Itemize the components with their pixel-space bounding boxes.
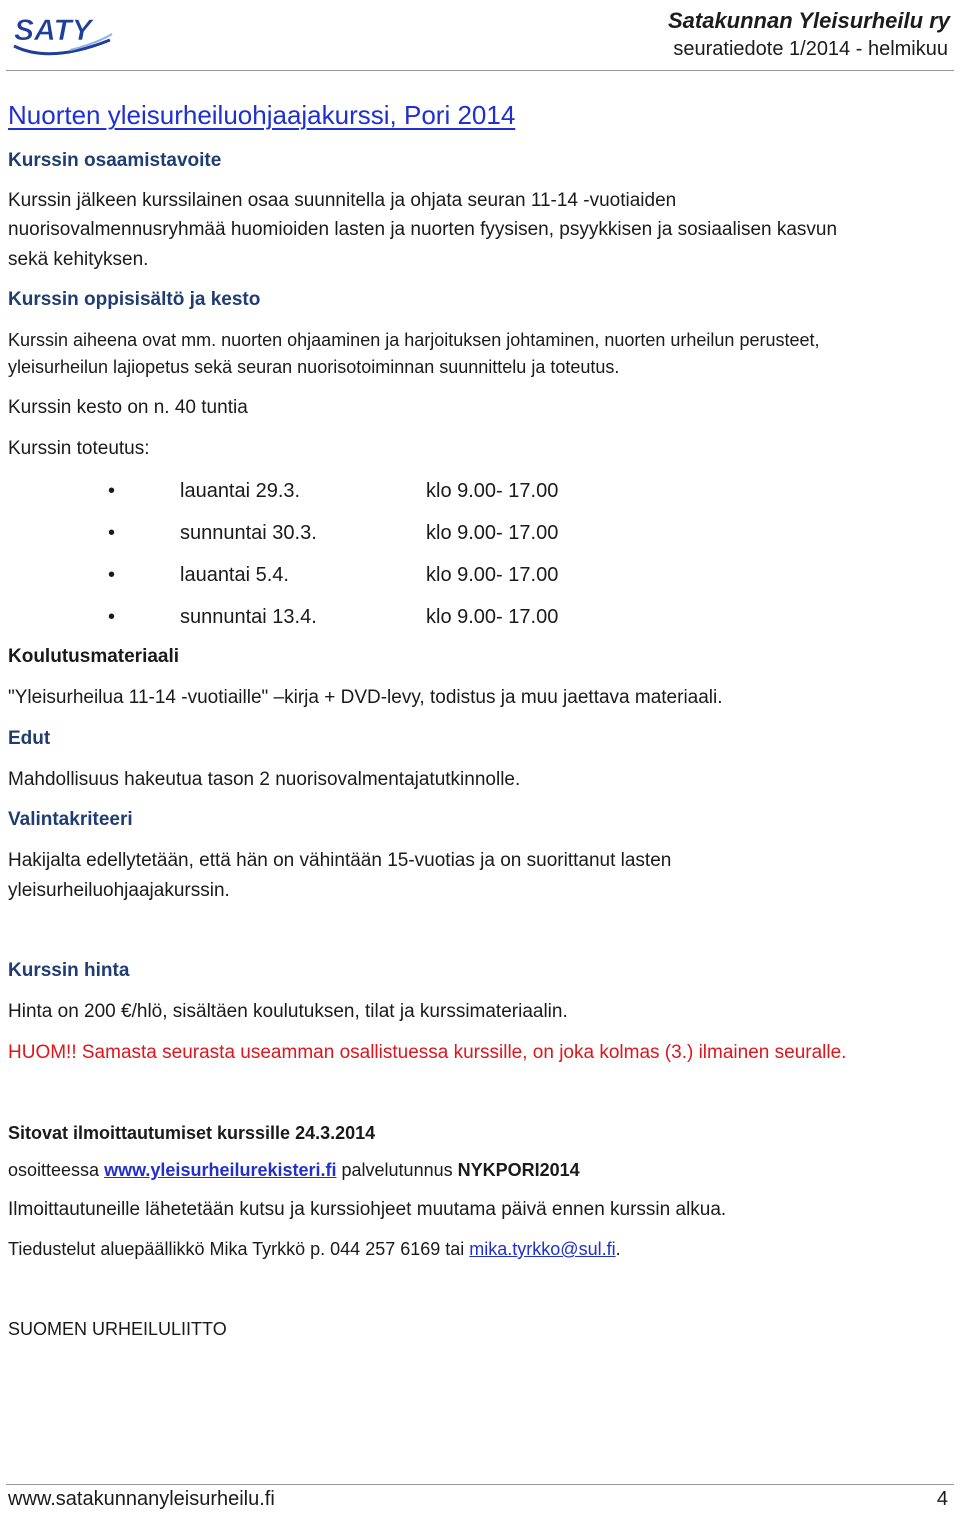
duration-text: Kurssin kesto on n. 40 tuntia bbox=[8, 397, 248, 418]
schedule-day: sunnuntai 13.4. bbox=[180, 606, 317, 628]
contact-email-link[interactable]: mika.tyrkko@sul.fi bbox=[469, 1239, 616, 1259]
footer-url: www.satakunnanyleisurheilu.fi bbox=[8, 1488, 275, 1510]
organization-name: Satakunnan Yleisurheilu ry bbox=[667, 8, 950, 33]
logo-text: SATY bbox=[14, 14, 92, 47]
bullet-icon: • bbox=[108, 522, 116, 544]
content-line: Kurssin aiheena ovat mm. nuorten ohjaaminen ja harjoituksen johtaminen, nuorten urheilun perusteet, bbox=[8, 330, 820, 350]
bullet-icon: • bbox=[108, 480, 116, 502]
page-title: Nuorten yleisurheiluohjaajakurssi, Pori 2014 bbox=[8, 100, 516, 130]
footer-divider bbox=[6, 1484, 954, 1485]
benefits-heading: Edut bbox=[8, 728, 51, 749]
registration-deadline: Sitovat ilmoittautumiset kurssille 24.3.2014 bbox=[8, 1123, 376, 1143]
schedule-time: klo 9.00- 17.00 bbox=[426, 522, 559, 544]
goal-line: nuorisovalmennusryhmää huomioiden lasten ja nuorten fyysisen, psyykkisen ja sosiaalisen kasvun bbox=[8, 219, 838, 240]
content-line: yleisurheilun lajiopetus sekä seuran nuorisotoiminnan suunnittelu ja toteutus. bbox=[8, 357, 620, 377]
bullet-icon: • bbox=[108, 606, 116, 628]
schedule-label: Kurssin toteutus: bbox=[8, 438, 150, 459]
schedule-time: klo 9.00- 17.00 bbox=[426, 606, 559, 628]
benefits-text: Mahdollisuus hakeutua tason 2 nuorisovalmentajatutkinnolle. bbox=[8, 769, 521, 790]
criteria-heading: Valintakriteeri bbox=[8, 809, 133, 830]
service-code: NYKPORI2014 bbox=[457, 1160, 580, 1180]
goal-heading: Kurssin osaamistavoite bbox=[8, 150, 222, 171]
schedule-time: klo 9.00- 17.00 bbox=[426, 480, 559, 502]
schedule-time: klo 9.00- 17.00 bbox=[426, 564, 559, 586]
schedule-day: sunnuntai 30.3. bbox=[180, 522, 317, 544]
saty-logo bbox=[10, 10, 114, 60]
registration-link[interactable]: www.yleisurheilurekisteri.fi bbox=[104, 1160, 337, 1180]
price-heading: Kurssin hinta bbox=[8, 960, 130, 981]
price-note: HUOM!! Samasta seurasta useamman osallistuessa kurssille, on joka kolmas (3.) ilmainen seuralle. bbox=[8, 1042, 847, 1063]
materials-heading: Koulutusmateriaali bbox=[8, 646, 180, 667]
registration-address-line bbox=[8, 1160, 580, 1181]
contact-suffix: . bbox=[615, 1239, 621, 1259]
contact-prefix: Tiedustelut aluepäällikkö Mika Tyrkkö p. 044 257 6169 tai bbox=[8, 1239, 465, 1259]
materials-text: "Yleisurheilua 11-14 -vuotiaille" –kirja + DVD-levy, todistus ja muu jaettava materiaali. bbox=[8, 687, 723, 708]
header-divider bbox=[6, 70, 954, 71]
invite-text: Ilmoittautuneille lähetetään kutsu ja kurssiohjeet muutama päivä ennen kurssin alkua. bbox=[8, 1199, 727, 1220]
service-prefix: palvelutunnus bbox=[341, 1160, 453, 1180]
criteria-line: Hakijalta edellytetään, että hän on vähintään 15-vuotias ja on suorittanut lasten bbox=[8, 850, 672, 871]
price-text: Hinta on 200 €/hlö, sisältäen koulutuksen, tilat ja kurssimateriaalin. bbox=[8, 1001, 568, 1022]
criteria-line: yleisurheiluohjaajakurssin. bbox=[8, 880, 230, 901]
goal-line: Kurssin jälkeen kurssilainen osaa suunnitella ja ohjata seuran 11-14 -vuotiaiden bbox=[8, 190, 677, 211]
issue-label: seuratiedote 1/2014 - helmikuu bbox=[673, 38, 948, 60]
goal-line: sekä kehityksen. bbox=[8, 249, 149, 270]
bullet-icon: • bbox=[108, 564, 116, 586]
content-heading: Kurssin oppisisältö ja kesto bbox=[8, 289, 261, 310]
page-number: 4 bbox=[936, 1488, 948, 1510]
schedule-day: lauantai 5.4. bbox=[180, 564, 289, 586]
contact-line bbox=[8, 1239, 621, 1260]
signature: SUOMEN URHEILULIITTO bbox=[8, 1319, 227, 1339]
schedule-day: lauantai 29.3. bbox=[180, 480, 301, 502]
address-prefix: osoitteessa bbox=[8, 1160, 100, 1180]
